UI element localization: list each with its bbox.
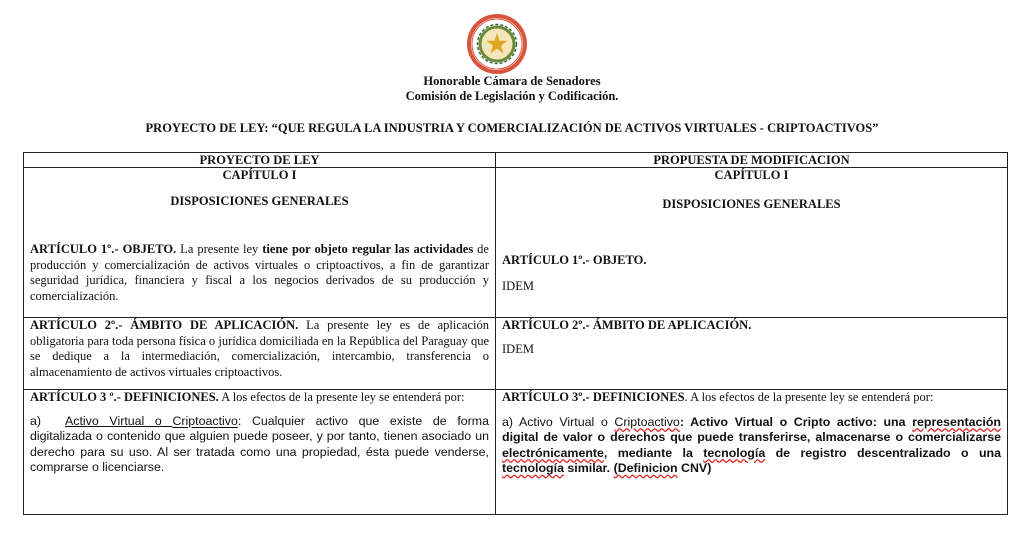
column-header-left: PROYECTO DE LEY — [24, 153, 496, 168]
chapter-label: CAPÍTULO I — [222, 168, 297, 182]
table-header-row — [24, 153, 1008, 168]
paraguay-seal-icon — [466, 13, 528, 75]
column-header-right: PROPUESTA DE MODIFICACION — [496, 153, 1008, 168]
article3-definition-a: a) Activo Virtual o Criptoactivo: Cualquier activo que existe de forma digitalizada o contenido que alguien puede poseer, y por tanto, tienen asociado un derecho para su uso. Al ser tratada como una propiedad, ésta puede venderse, comprarse o licenciarse. — [30, 413, 489, 474]
senate-name: Honorable Cámara de Senadores — [423, 74, 601, 88]
table-row — [24, 168, 1008, 318]
article3-text: ARTÍCULO 3 º.- DEFINICIONES. A los efectos de la presente ley se entenderá por: — [30, 390, 465, 404]
chapter-label: CAPÍTULO I — [714, 168, 789, 182]
table-row — [24, 318, 1008, 390]
chapter-title: DISPOSICIONES GENERALES — [170, 193, 349, 208]
article3-right-cell — [496, 390, 1008, 515]
commission-name: Comisión de Legislación y Codificación. — [405, 89, 619, 103]
article1-right-cell — [496, 168, 1008, 318]
article2-idem: IDEM — [502, 341, 534, 356]
article3-left-cell — [24, 390, 496, 515]
table-row — [24, 390, 1008, 515]
article3-definition-a: a) Activo Virtual o Criptoactivo: Activo Virtual o Cripto activo: una representación digital de valor o derechos que puede transferirse, almacenarse o comercializarse electrónicamente, mediante la tecnología de registro descentralizado o una tecnología similar. (Definicion CNV) — [502, 414, 1001, 475]
comparison-table — [23, 152, 1008, 515]
article2-heading: ARTÍCULO 2º.- ÁMBITO DE APLICACIÓN. — [502, 318, 752, 332]
article2-left-cell — [24, 318, 496, 390]
article2-right-cell — [496, 318, 1008, 390]
article1-heading: ARTÍCULO 1º.- OBJETO. — [502, 253, 647, 267]
article3-heading: ARTÍCULO 3º.- DEFINICIONES. A los efectos de la presente ley se entenderá por: — [502, 390, 934, 404]
article1-text: ARTÍCULO 1º.- OBJETO. La presente ley tiene por objeto regular las actividades de producción y comercialización de activos virtuales o criptoactivos, a fin de garantizar seguridad jurídica, financiera y fiscal a los negocios derivados de su producción y comercialización. — [30, 242, 489, 303]
article1-left-cell — [24, 168, 496, 318]
article1-idem: IDEM — [502, 278, 534, 293]
document-title: PROYECTO DE LEY: “QUE REGULA LA INDUSTRIA Y COMERCIALIZACIÓN DE ACTIVOS VIRTUALES - CRIPTOACTIVOS” — [145, 121, 879, 135]
chapter-title: DISPOSICIONES GENERALES — [662, 196, 841, 211]
article2-text: ARTÍCULO 2º.- ÁMBITO DE APLICACIÓN. La presente ley es de aplicación obligatoria para toda persona física o jurídica domiciliada en la República del Paraguay que se dedique a la intermediación, comercialización, intercambio, transferencia o almacenamiento de activos virtuales criptoactivos. — [30, 318, 489, 379]
